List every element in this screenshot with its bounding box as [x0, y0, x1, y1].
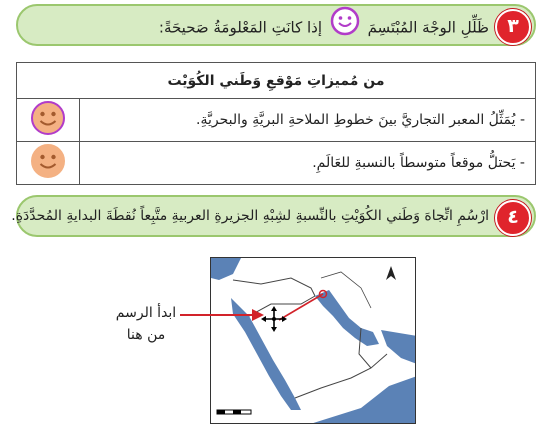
table-row	[17, 142, 536, 185]
arabian-peninsula-map[interactable]	[210, 257, 416, 424]
question-number-badge: ٤	[495, 200, 531, 236]
start-label-line2: من هنا	[126, 327, 166, 343]
smiley-cell[interactable]	[17, 142, 80, 185]
question-number-badge: ٣	[495, 9, 531, 45]
start-pointer-arrow-icon	[180, 305, 264, 325]
row-text: - يَحتلُّ موقعاً متوسطاً بالنسبةِ للعَالَمِ.	[80, 142, 536, 185]
start-label-line1: ابدأ الرسم	[115, 305, 177, 321]
instruction-text-part1: ظَلِّلِ الوجْهَ المُبْتَسِمَ	[367, 18, 489, 37]
smiley-face-icon[interactable]	[30, 100, 66, 136]
smiley-icon	[330, 6, 360, 50]
table-header-row	[17, 63, 536, 99]
mediterranean-sea	[211, 258, 241, 280]
arabian-sea	[307, 376, 416, 424]
smiley-face-icon[interactable]	[30, 143, 66, 179]
table-header: من مُميزاتِ مَوْقعِ وَطَني الكُوَيْت	[17, 63, 536, 99]
gulf-of-oman	[381, 330, 416, 364]
smiley-cell[interactable]	[17, 99, 80, 142]
question-4-instruction: ارْسُمِ اتِّجاهَ وَطَني الكُوَيْتِ بالنِّسبةِ لشِبْهِ الجزيرةِ العربيةِ متَّبِعاً نُقطَةَ البدايةِ المُحدَّدَةِ.	[11, 208, 489, 224]
features-table	[16, 62, 536, 185]
north-arrow-icon	[385, 266, 397, 282]
compass-cross-icon	[261, 306, 287, 332]
row-text: - يُمَثِّلُ المعبر التجاريَّ بينَ خطوطِ الملاحةِ البريَّةِ والبحريَّةِ.	[80, 99, 536, 142]
question-3-instruction	[159, 6, 489, 44]
persian-gulf	[315, 290, 379, 346]
question-4-banner	[11, 195, 536, 237]
instruction-text-part2: إذا كانَتِ المَعْلومَةُ صَحيحَةً:	[158, 18, 322, 37]
question-3-banner	[16, 4, 536, 46]
table-row	[17, 99, 536, 142]
scale-bar-icon	[217, 410, 251, 414]
